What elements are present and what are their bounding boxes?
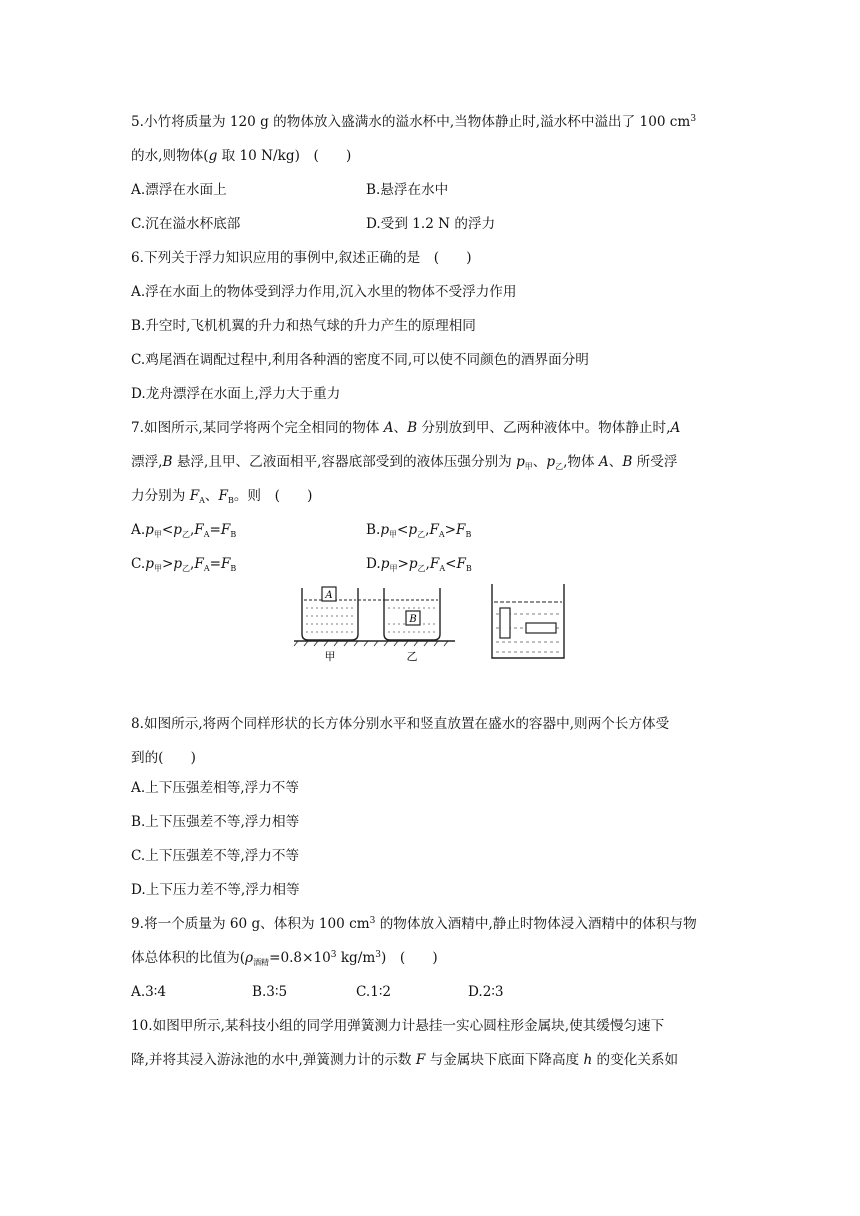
q7-stem-line3: 力分别为 $F_A$、$F_B$。则 ( ) [131, 488, 313, 505]
q9-option-d: D.2∶3 [468, 984, 504, 1000]
q6-option-a: A.浮在水面上的物体受到浮力作用,沉入水里的物体不受浮力作用 [131, 284, 517, 300]
q6-option-d: D.龙舟漂浮在水面上,浮力大于重力 [131, 386, 341, 402]
q7-stem-line2: 漂浮,B 悬浮,且甲、乙液面相平,容器底部受到的液体压强分别为 $p_甲$、$p_乙$,物体 A、B 所受浮 [131, 454, 678, 471]
q5-option-a: A.漂浮在水面上 [131, 182, 227, 198]
q6-stem: 6.下列关于浮力知识应用的事例中,叙述正确的是 ( ) [131, 250, 472, 266]
q10-stem-line1: 10.如图甲所示,某科技小组的同学用弹簧测力计悬挂一实心圆柱形金属块,使其缓慢匀速下 [131, 1018, 665, 1034]
q10-stem-line2: 降,并将其浸入游泳池的水中,弹簧测力计的示数 F 与金属块下底面下降高度 h 的变化关系如 [131, 1052, 679, 1068]
q5-stem-line2: 的水,则物体(g 取 10 N/kg) ( ) [131, 148, 352, 164]
q5-option-c: C.沉在溢水杯底部 [131, 216, 241, 232]
q7-beakers-figure [290, 580, 465, 665]
q8-option-d: D.上下压力差不等,浮力相等 [131, 882, 300, 898]
q9-option-c: C.1∶2 [356, 984, 392, 1000]
q8-option-b: B.上下压强差不等,浮力相等 [131, 814, 300, 830]
q7-stem-line1: 7.如图所示,某同学将两个完全相同的物体 A、B 分别放到甲、乙两种液体中。物体静止时,A [131, 420, 681, 436]
block-a-label: A [325, 590, 333, 601]
label-yi: 乙 [406, 650, 418, 663]
q7-option-a: $A.p_甲<p_乙,F_A=F_B$ [131, 522, 237, 539]
beaker-yi [384, 588, 440, 640]
q5-option-d: D.受到 1.2 N 的浮力 [366, 216, 496, 232]
label-jia: 甲 [324, 650, 336, 663]
q7-option-b: $B.p_甲<p_乙,F_A>F_B$ [366, 522, 472, 539]
q9-option-b: B.3∶5 [252, 984, 288, 1000]
q8-stem-line1: 8.如图所示,将两个同样形状的长方体分别水平和竖直放置在盛水的容器中,则两个长方体受 [131, 716, 670, 732]
q9-stem-line1: 9.将一个质量为 60 g、体积为 100 $cm^3$ 的物体放入酒精中,静止时物体浸入酒精中的体积与物 [131, 916, 697, 932]
beaker-jia [302, 587, 358, 640]
q6-option-b: B.升空时,飞机机翼的升力和热气球的升力产生的原理相同 [131, 318, 476, 334]
table-hatch [294, 641, 448, 646]
q9-option-a: A.3∶4 [131, 984, 166, 1000]
q5-stem-line1: 5.小竹将质量为 120 g 的物体放入盛满水的溢水杯中,当物体静止时,溢水杯中溢出了 100 $cm^3$ [131, 114, 697, 130]
q9-stem-line2: 体总体积的比值为($\rho_{酒精}=0.8\times 10^3$ $kg/m^3$) ( ) [131, 950, 438, 967]
q7-option-c: $C.p_甲>p_乙,F_A=F_B$ [131, 556, 237, 573]
q8-option-c: C.上下压强差不等,浮力不等 [131, 848, 300, 864]
vertical-block [500, 608, 510, 638]
horizontal-block [526, 623, 556, 633]
q7-option-d: $D.p_甲>p_乙,F_A<F_B$ [366, 556, 472, 573]
q8-container-figure [488, 582, 570, 662]
q8-stem-line2: 到的( ) [131, 750, 196, 766]
q5-option-b: B.悬浮在水中 [366, 182, 449, 198]
block-b-label: B [409, 614, 417, 625]
q6-option-c: C.鸡尾酒在调配过程中,利用各种酒的密度不同,可以使不同颜色的酒界面分明 [131, 352, 589, 368]
q8-option-a: A.上下压强差相等,浮力不等 [131, 780, 299, 796]
